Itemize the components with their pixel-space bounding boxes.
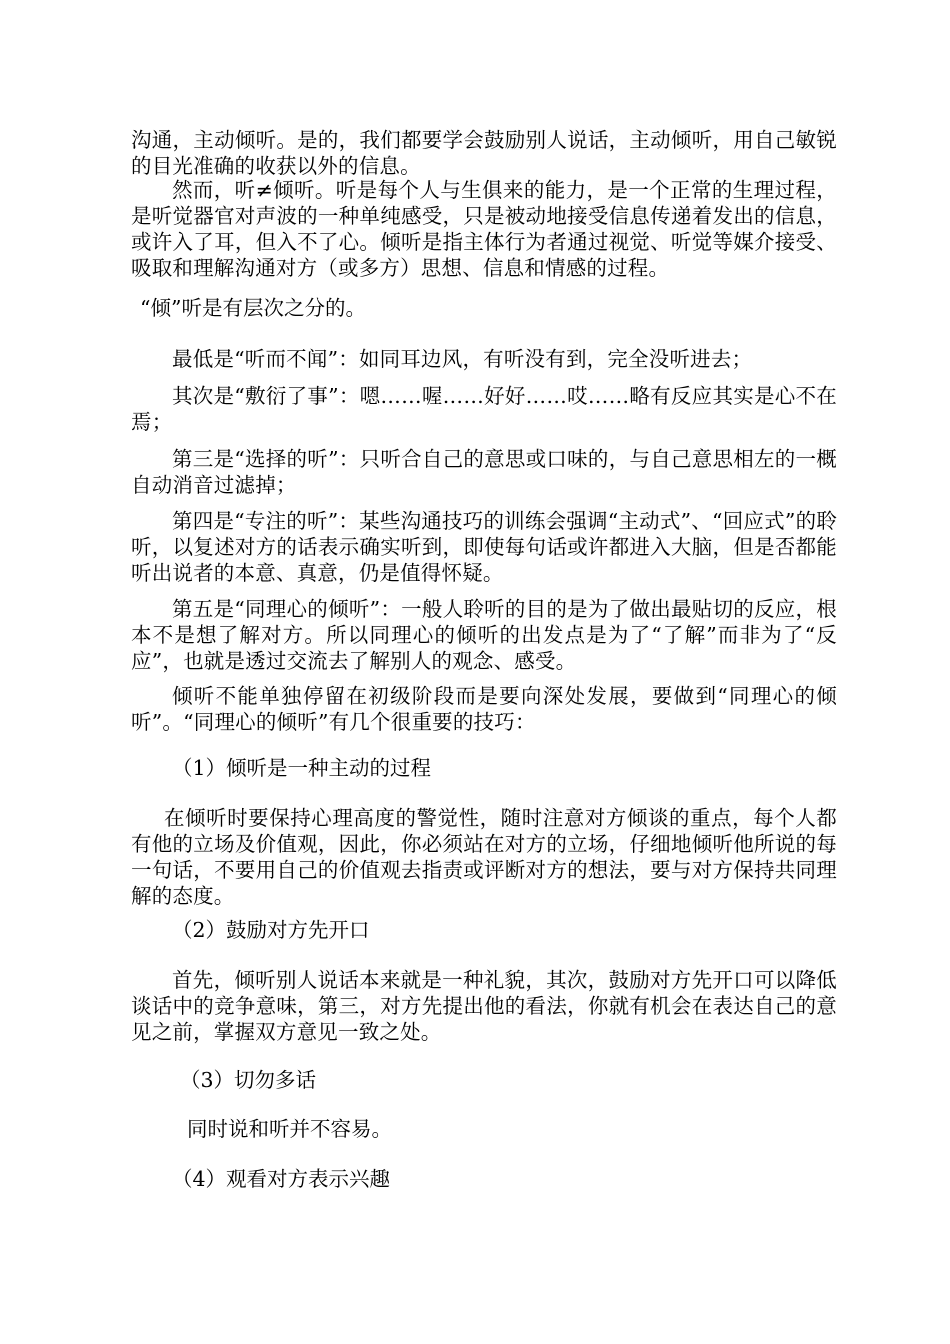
paragraph-empathic-listening: 倾听不能单独停留在初级阶段而是要向深处发展，要做到“同理心的倾听”。“同理心的倾听”有几个很重要的技巧： — [131, 684, 837, 734]
paragraph-level-3: 第三是“选择的听”：只听合自己的意思或口味的，与自己意思相左的一概自动消音过滤掉； — [131, 447, 837, 497]
paragraph-levels-intro: “倾”听是有层次之分的。 — [140, 296, 366, 320]
paragraph-intro-continuation: 沟通，主动倾听。是的，我们都要学会鼓励别人说话，主动倾听，用自己敏锐的目光准确的收获以外的信息。 — [131, 128, 837, 178]
heading-technique-3: （3）切勿多话 — [180, 1068, 317, 1092]
paragraph-level-2: 其次是“敷衍了事”：嗯……喔……好好……哎……略有反应其实是心不在焉； — [131, 384, 837, 434]
paragraph-level-1: 最低是“听而不闻”：如同耳边风，有听没有到，完全没听进去； — [172, 347, 753, 371]
paragraph-hearing-vs-listening: 然而，听≠倾听。听是每个人与生俱来的能力，是一个正常的生理过程，是听觉器官对声波的一种单纯感受，只是被动地接受信息传递着发出的信息，或许入了耳，但入不了心。倾听是指主体行为者通过视觉、听觉等媒介接受、吸取和理解沟通对方（或多方）思想、信息和情感的过程。 — [131, 178, 837, 280]
paragraph-level-5: 第五是“同理心的倾听”：一般人聆听的目的是为了做出最贴切的反应，根本不是想了解对方。所以同理心的倾听的出发点是为了“了解”而非为了“反应”，也就是透过交流去了解别人的观念、感受。 — [131, 597, 837, 673]
heading-technique-4: （4）观看对方表示兴趣 — [172, 1167, 391, 1191]
paragraph-technique-2: 首先，倾听别人说话本来就是一种礼貌，其次，鼓励对方先开口可以降低谈话中的竞争意味，第三，对方先提出他的看法，你就有机会在表达自己的意见之前，掌握双方意见一致之处。 — [131, 968, 837, 1044]
paragraph-technique-1: 在倾听时要保持心理高度的警觉性，随时注意对方倾谈的重点，每个人都有他的立场及价值观，因此，你必须站在对方的立场，仔细地倾听他所说的每一句话，不要用自己的价值观去指责或评断对方的想法，要与对方保持共同理解的态度。 — [131, 806, 837, 908]
paragraph-level-4: 第四是“专注的听”：某些沟通技巧的训练会强调“主动式”、“回应式”的聆听，以复述对方的话表示确实听到，即使每句话或许都进入大脑，但是否都能听出说者的本意、真意，仍是值得怀疑。 — [131, 509, 837, 585]
heading-technique-1: （1）倾听是一种主动的过程 — [172, 756, 432, 780]
heading-technique-2: （2）鼓励对方先开口 — [172, 918, 370, 942]
paragraph-technique-3: 同时说和听并不容易。 — [187, 1117, 392, 1141]
